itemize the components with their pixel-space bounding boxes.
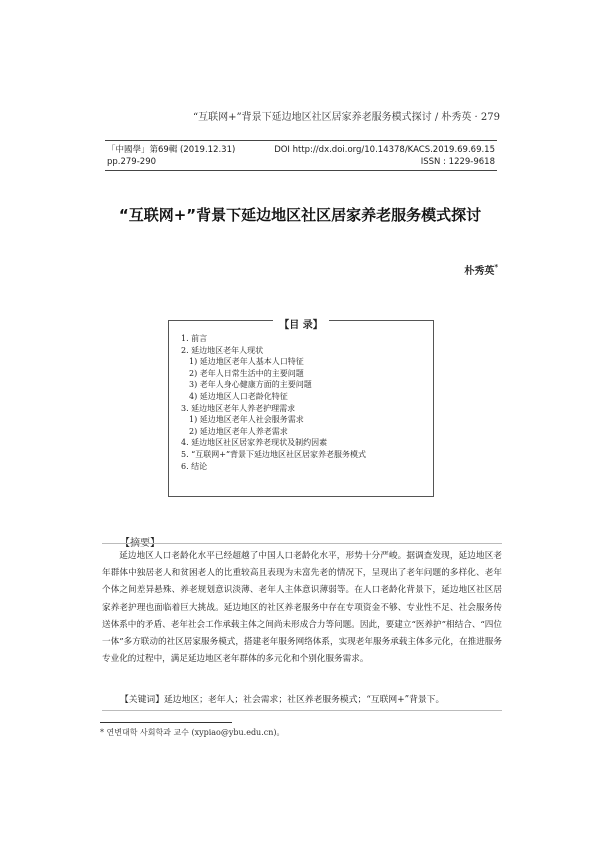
journal-info-box bbox=[105, 140, 497, 171]
abstract-label bbox=[120, 534, 160, 549]
page-range: pp.279-290 bbox=[107, 157, 157, 167]
author-name bbox=[464, 262, 498, 277]
toc-subitem: 2) 老年人日常生活中的主要问题 bbox=[189, 368, 304, 378]
abstract-text: 延边地区人口老龄化水平已经超越了中国人口老龄化水平，形势十分严峻。据调查发现，延边地区老年群体中独居老人和贫困老人的比重较高且表现为未富先老的情况下，呈现出了老年问题的多样化、老年个体之间差异悬殊、养老规划意识淡薄、老年人主体意识薄弱等。在人口老龄化背景下，延边地区社区居家养老护理也面临着巨大挑战。延边地区的社区养老服务中存在专项资金不够、专业性不足、社会服务传送体系中的矛盾、老年社会工作承载主体之间尚未形成合力等问题。因此，要建立“医养护”相结合、“四位一体”多方联动的社区居家服务模式，搭建老年服务网络体系，实现老年服务承载主体多元化，在推进服务专业化的过程中，满足延边地区老年群体的多元化和个别化服务需求。 bbox=[102, 551, 502, 665]
author-text: 朴秀英 bbox=[464, 266, 495, 277]
keywords-divider bbox=[102, 710, 502, 711]
toc-item: 5. “互联网+”背景下延边地区社区居家养老服务模式 bbox=[181, 449, 367, 459]
abstract-divider bbox=[102, 543, 502, 544]
toc-item: 1. 前言 bbox=[181, 334, 208, 343]
toc-subitem: 1) 延边地区老年人社会服务需求 bbox=[189, 415, 304, 425]
toc-subitem: 4) 延边地区人口老龄化特征 bbox=[189, 391, 288, 401]
toc-list bbox=[181, 333, 366, 472]
issn: ISSN : 1229-9618 bbox=[420, 157, 495, 167]
toc-subitem: 1) 延边地区老年人基本人口特征 bbox=[189, 357, 304, 367]
table-of-contents bbox=[168, 320, 434, 497]
doi-link[interactable]: DOI http://dx.doi.org/10.14378/KACS.2019.69.69.15 bbox=[274, 145, 495, 155]
toc-subitem: 3) 老年人身心健康方面的主要问题 bbox=[189, 380, 312, 390]
toc-item: 2. 延边地区老年人现状 bbox=[181, 345, 264, 355]
author-footnote: * 연변대학 사회학과 교수 (xypiao@ybu.edu.cn)。 bbox=[100, 728, 285, 737]
keywords: 【关键词】延边地区；老年人；社会需求；社区养老服务模式；“互联网+”背景下。 bbox=[120, 695, 445, 705]
footnote-divider bbox=[100, 722, 232, 723]
toc-item: 6. 结论 bbox=[181, 461, 208, 471]
toc-heading: 【目 录】 bbox=[273, 320, 328, 331]
toc-item: 3. 延边地区老年人养老护理需求 bbox=[181, 403, 296, 413]
journal-name: 「中國學」第69輯 (2019.12.31) bbox=[107, 145, 236, 155]
paper-title: “互联网+”背景下延边地区社区居家养老服务模式探讨 bbox=[118, 206, 482, 224]
toc-item: 4. 延边地区社区居家养老现状及制约因素 bbox=[181, 438, 328, 448]
toc-subitem: 2) 延边地区老年人养老需求 bbox=[189, 426, 288, 436]
running-header: “互联网+”背景下延边地区社区居家养老服务模式探讨 / 朴秀英 · 279 bbox=[193, 112, 500, 123]
author-footnote-mark: * bbox=[494, 262, 498, 272]
